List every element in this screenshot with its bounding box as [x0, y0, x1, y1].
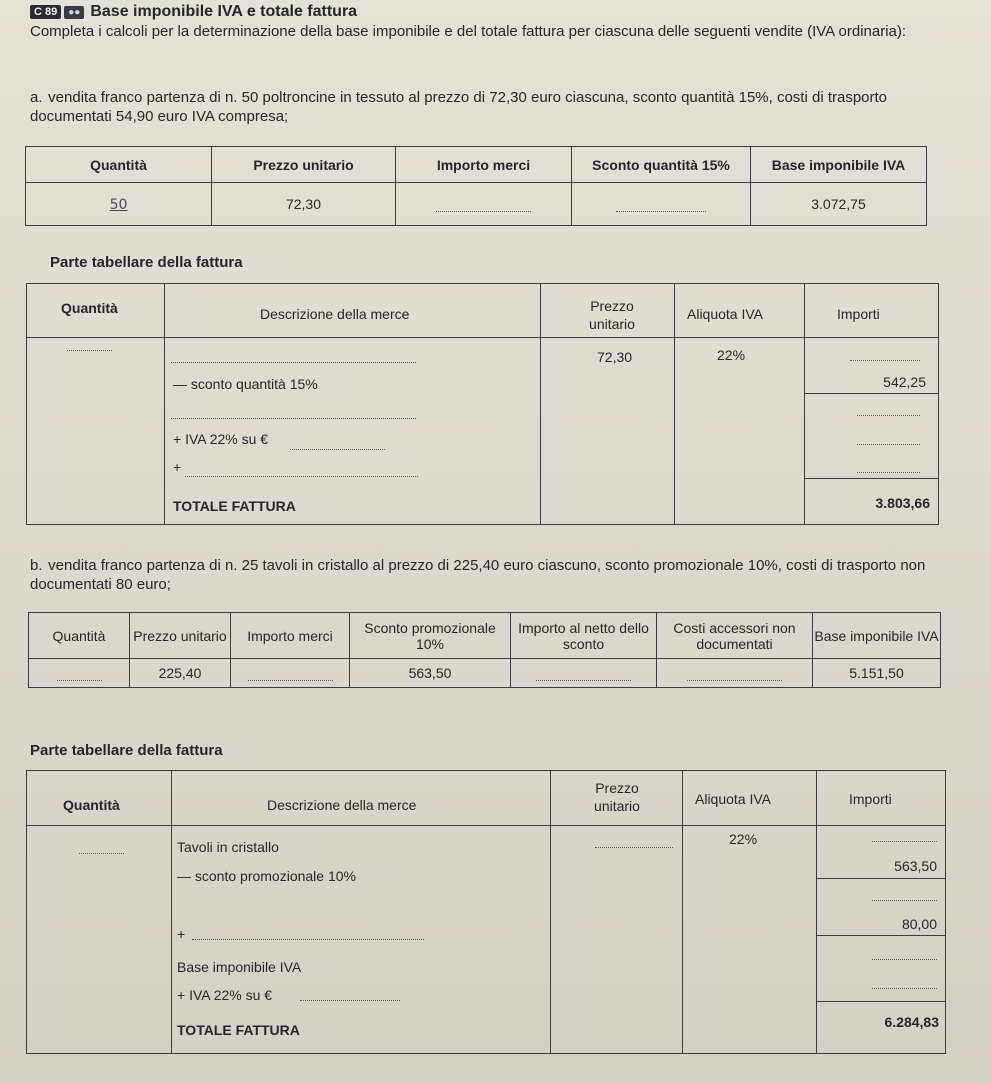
invoice-b-line-goods: Tavoli in cristallo [177, 839, 279, 855]
invoice-a-header-price: Prezzo unitario [589, 298, 635, 332]
calc-a-cell-qty[interactable]: 50 [26, 183, 212, 226]
invoice-a-amount-total: 3.803,66 [875, 495, 930, 511]
calc-b-cell-costs[interactable] [657, 659, 813, 688]
item-a-label: a. [30, 89, 43, 106]
invoice-a-amount-discount: 542,25 [883, 374, 926, 390]
invoice-a-header-amounts: Importi [837, 306, 880, 322]
calc-b-cell-base[interactable]: 5.151,50 [813, 659, 941, 688]
invoice-a-vat-rate: 22% [717, 347, 746, 363]
invoice-a-header-vat: Aliquota IVA [687, 306, 764, 322]
calc-a-header: Prezzo unitario [212, 147, 396, 183]
invoice-b-amount-total: 6.284,83 [884, 1014, 939, 1030]
calc-a-cell-discount[interactable] [572, 183, 751, 226]
calc-b-header: Sconto promozionale 10% [350, 613, 511, 659]
calc-b-header: Importo merci [231, 613, 350, 659]
calc-table-a [25, 146, 927, 226]
calc-b-cell-qty[interactable] [29, 659, 130, 688]
section-title-b: Parte tabellare della fattura [30, 742, 223, 759]
invoice-b-header-price: Prezzo unitario [594, 780, 640, 814]
invoice-b-header-vat: Aliquota IVA [695, 791, 772, 807]
invoice-b-header-qty: Quantità [63, 797, 120, 813]
calc-a-header: Sconto quantità 15% [572, 147, 751, 183]
invoice-b-vat-rate: 22% [729, 831, 758, 847]
invoice-b-amount-discount: 563,50 [894, 858, 937, 874]
item-b [30, 556, 940, 594]
invoice-b-amount-transport: 80,00 [901, 916, 937, 932]
item-a-text: vendita franco partenza di n. 50 poltroncine in tessuto al prezzo di 72,30 euro ciascuna, sconto quantità 15%, costi di trasporto documentati 54,90 euro IVA compresa; [30, 89, 888, 125]
invoice-a-header-qty: Quantità [61, 300, 118, 316]
invoice-b-line-plus: + [177, 926, 186, 942]
calc-b-header: Prezzo unitario [130, 613, 231, 659]
item-a [30, 88, 930, 126]
exercise-instructions: Completa i calcoli per la determinazione della base imponibile e del totale fattura per ciascuna delle seguenti vendite (IVA ordinaria): [30, 23, 907, 40]
invoice-b-line-total: TOTALE FATTURA [177, 1022, 300, 1038]
invoice-b-header-amounts: Importi [849, 791, 892, 807]
calc-b-cell-goods[interactable] [231, 659, 350, 688]
section-title-a: Parte tabellare della fattura [50, 254, 243, 271]
calc-a-cell-goods[interactable] [396, 183, 572, 226]
invoice-a-line-total: TOTALE FATTURA [173, 498, 296, 514]
invoice-a-price: 72,30 [597, 349, 633, 365]
calc-b-cell-net[interactable] [511, 659, 657, 688]
item-b-label: b. [30, 557, 43, 574]
calc-b-header: Importo al netto dello sconto [511, 613, 657, 659]
invoice-a-line-discount: — sconto quantità 15% [173, 376, 318, 392]
invoice-b-line-vat: + IVA 22% su € [177, 987, 273, 1003]
calc-b-header: Base imponibile IVA [813, 613, 941, 659]
exercise-number-badge: C 89 [30, 5, 61, 19]
invoice-table-a [26, 283, 939, 525]
difficulty-badge: ●● [64, 6, 84, 19]
calc-a-header: Quantità [26, 147, 212, 183]
invoice-b-line-base: Base imponibile IVA [177, 959, 302, 975]
exercise-title: Base imponibile IVA e totale fattura [90, 3, 358, 20]
calc-a-header: Base imponibile IVA [751, 147, 927, 183]
invoice-table-b [26, 770, 946, 1054]
calc-b-header: Quantità [29, 613, 130, 659]
invoice-a-line-plus: + [173, 459, 182, 475]
calc-b-cell-price[interactable]: 225,40 [130, 659, 231, 688]
calc-a-cell-base[interactable]: 3.072,75 [751, 183, 927, 226]
calc-b-cell-discount[interactable]: 563,50 [350, 659, 511, 688]
calc-table-b [28, 612, 941, 688]
invoice-b-line-discount: — sconto promozionale 10% [177, 868, 356, 884]
invoice-a-line-vat: + IVA 22% su € [173, 431, 269, 447]
invoice-b-header-desc: Descrizione della merce [267, 797, 417, 813]
item-b-text: vendita franco partenza di n. 25 tavoli in cristallo al prezzo di 225,40 euro ciascuno, sconto promozionale 10%, costi di trasporto non documentati 80 euro; [30, 557, 926, 593]
invoice-a-header-desc: Descrizione della merce [260, 306, 410, 322]
calc-a-header: Importo merci [396, 147, 572, 183]
calc-b-header: Costi accessori non documentati [657, 613, 813, 659]
calc-a-cell-price[interactable]: 72,30 [212, 183, 396, 226]
exercise-header [30, 3, 357, 21]
